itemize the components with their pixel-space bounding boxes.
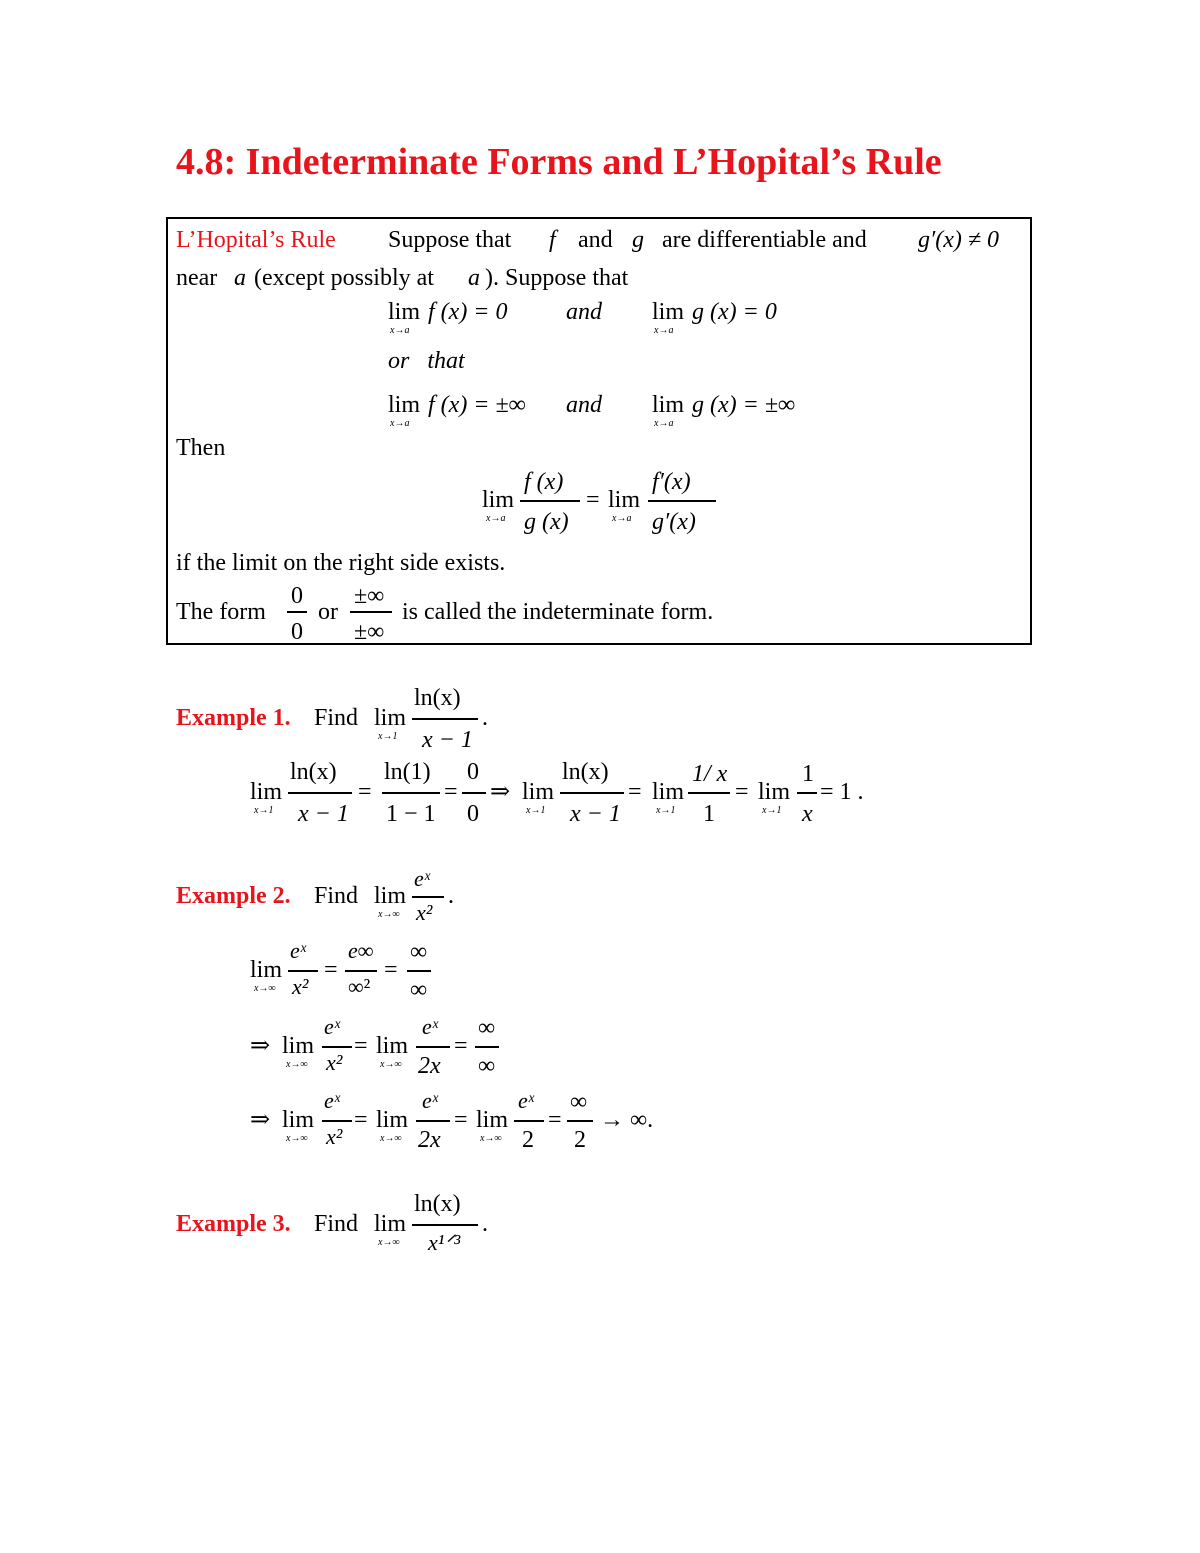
lim-subscript: x→a	[654, 325, 674, 336]
fraction-bar	[560, 792, 624, 794]
denominator: ∞	[478, 1053, 496, 1079]
denominator: x − 1	[570, 801, 621, 827]
equals: =	[628, 779, 642, 805]
lim-subscript: x→1	[254, 805, 274, 816]
fraction-bar	[345, 970, 377, 972]
fraction-bar	[412, 1224, 478, 1226]
numerator: ∞	[478, 1015, 496, 1041]
denominator: x²	[326, 1050, 343, 1075]
numerator: ln(1)	[384, 759, 431, 785]
fraction-bar	[382, 792, 440, 794]
lim: lim	[608, 487, 641, 513]
denominator: g′(x)	[652, 509, 696, 535]
lim: lim	[388, 299, 421, 325]
fraction-bar	[288, 970, 318, 972]
lim-subscript: x→∞	[286, 1133, 308, 1144]
denominator: 2x	[418, 1053, 441, 1079]
lim: lim	[250, 957, 283, 983]
math-expr: f (x) = 0	[428, 299, 508, 325]
theorem-text: Then	[176, 435, 226, 461]
equals: =	[358, 779, 372, 805]
lim: lim	[652, 299, 685, 325]
denominator: 2	[522, 1127, 534, 1153]
equals: =	[548, 1107, 562, 1133]
numerator: eˣ	[324, 1014, 340, 1039]
theorem-text: and	[578, 227, 613, 253]
numerator: 0	[467, 759, 479, 785]
denominator: ∞²	[348, 974, 371, 999]
example-text: Find	[314, 883, 359, 909]
denominator: x²	[292, 974, 309, 999]
numerator: ∞	[570, 1089, 588, 1115]
lim-subscript: x→∞	[380, 1059, 402, 1070]
math-text: and	[566, 299, 602, 325]
equals: =	[586, 487, 600, 513]
period: .	[482, 705, 488, 731]
numerator: eˣ	[414, 866, 430, 891]
var-f: f	[549, 227, 556, 253]
theorem-text: if the limit on the right side exists.	[176, 550, 506, 576]
denominator: ±∞	[354, 619, 385, 645]
numerator: f (x)	[524, 469, 564, 495]
page-title: 4.8: Indeterminate Forms and L’Hopital’s Rule	[176, 141, 942, 183]
theorem-name: L’Hopital’s Rule	[176, 227, 336, 253]
denominator: 0	[467, 801, 479, 827]
example-label: Example 2.	[176, 883, 291, 909]
math-expr: g (x) = 0	[692, 299, 777, 325]
fraction-bar	[416, 1120, 450, 1122]
lim: lim	[376, 1107, 409, 1133]
equals: =	[444, 779, 458, 805]
numerator: 1	[802, 761, 814, 787]
lim: lim	[652, 392, 685, 418]
lim-subscript: x→∞	[378, 1237, 400, 1248]
lim-subscript: x→∞	[286, 1059, 308, 1070]
numerator: 1/ x	[692, 761, 728, 787]
equals: =	[354, 1107, 368, 1133]
fraction-bar	[416, 1046, 450, 1048]
equals: =	[454, 1107, 468, 1133]
lim: lim	[388, 392, 421, 418]
numerator: ln(x)	[414, 685, 461, 711]
lim: lim	[376, 1033, 409, 1059]
lim-subscript: x→1	[762, 805, 782, 816]
fraction-bar	[412, 718, 478, 720]
lim: lim	[482, 487, 515, 513]
implies-symbol: ⇒	[250, 1107, 271, 1133]
numerator: f′(x)	[652, 469, 691, 495]
denominator: 0	[291, 619, 303, 645]
fraction-bar	[287, 611, 307, 613]
fraction-bar	[648, 500, 716, 502]
fraction-bar	[322, 1046, 352, 1048]
fraction-bar	[350, 611, 392, 613]
equals: =	[735, 779, 749, 805]
fraction-bar	[520, 500, 580, 502]
lim-subscript: x→a	[390, 418, 410, 429]
fraction-bar	[567, 1120, 593, 1122]
implies-symbol: ⇒	[490, 779, 511, 805]
numerator: eˣ	[422, 1014, 438, 1039]
numerator: eˣ	[290, 938, 306, 963]
lim-subscript: x→1	[656, 805, 676, 816]
numerator: eˣ	[518, 1088, 534, 1113]
numerator: ±∞	[354, 583, 385, 609]
math-text: and	[566, 392, 602, 418]
lim: lim	[758, 779, 791, 805]
theorem-text: or	[318, 599, 338, 625]
denominator: 1	[703, 801, 715, 827]
period: .	[448, 883, 454, 909]
theorem-text: near	[176, 265, 218, 291]
equals: =	[454, 1033, 468, 1059]
denominator: x	[802, 801, 813, 827]
lim-subscript: x→a	[486, 513, 506, 524]
theorem-text: (except possibly at	[254, 265, 434, 291]
equals: =	[354, 1033, 368, 1059]
var-a: a	[234, 265, 246, 291]
denominator: 2x	[418, 1127, 441, 1153]
theorem-text: Suppose that	[388, 227, 512, 253]
fraction-bar	[514, 1120, 544, 1122]
lim-subscript: x→∞	[380, 1133, 402, 1144]
lim-subscript: x→a	[612, 513, 632, 524]
numerator: ln(x)	[290, 759, 337, 785]
fraction-bar	[322, 1120, 352, 1122]
period: .	[482, 1211, 488, 1237]
theorem-text: are differentiable and	[662, 227, 867, 253]
theorem-text: The form	[176, 599, 266, 625]
denominator: x − 1	[298, 801, 349, 827]
example-text: Find	[314, 1211, 359, 1237]
numerator: e∞	[348, 938, 374, 963]
result: → ∞.	[600, 1107, 654, 1133]
denominator: x²	[326, 1124, 343, 1149]
numerator: ln(x)	[562, 759, 609, 785]
denominator: 1 − 1	[386, 801, 436, 827]
lim-subscript: x→a	[390, 325, 410, 336]
lim-subscript: x→∞	[378, 909, 400, 920]
fraction-bar	[288, 792, 352, 794]
lim: lim	[282, 1033, 315, 1059]
lim-subscript: x→∞	[480, 1133, 502, 1144]
math-expr: f (x) = ±∞	[428, 392, 526, 418]
lim: lim	[374, 1211, 407, 1237]
theorem-text: is called the indeterminate form.	[402, 599, 714, 625]
lim: lim	[652, 779, 685, 805]
denominator: g (x)	[524, 509, 569, 535]
lim: lim	[282, 1107, 315, 1133]
fraction-bar	[475, 1046, 499, 1048]
lim: lim	[374, 883, 407, 909]
fraction-bar	[688, 792, 730, 794]
implies-symbol: ⇒	[250, 1033, 271, 1059]
lim: lim	[250, 779, 283, 805]
denominator: x¹ᐟ³	[428, 1230, 461, 1255]
var-a: a	[468, 265, 480, 291]
numerator: ln(x)	[414, 1191, 461, 1217]
lim: lim	[374, 705, 407, 731]
var-g: g	[632, 227, 644, 253]
numerator: eˣ	[324, 1088, 340, 1113]
math-expr: g (x) = ±∞	[692, 392, 796, 418]
numerator: ∞	[410, 939, 428, 965]
lim-subscript: x→∞	[254, 983, 276, 994]
lim-subscript: x→1	[378, 731, 398, 742]
denominator: 2	[574, 1127, 586, 1153]
example-label: Example 1.	[176, 705, 291, 731]
lim-subscript: x→1	[526, 805, 546, 816]
denominator: ∞	[410, 977, 428, 1003]
example-label: Example 3.	[176, 1211, 291, 1237]
fraction-bar	[412, 896, 444, 898]
fraction-bar	[462, 792, 486, 794]
fraction-bar	[407, 970, 431, 972]
lim: lim	[522, 779, 555, 805]
result: = 1 .	[820, 779, 864, 805]
lim: lim	[476, 1107, 509, 1133]
lim-subscript: x→a	[654, 418, 674, 429]
example-text: Find	[314, 705, 359, 731]
equals: =	[324, 957, 338, 983]
equals: =	[384, 957, 398, 983]
numerator: eˣ	[422, 1088, 438, 1113]
denominator: x²	[416, 900, 433, 925]
denominator: x − 1	[422, 727, 473, 753]
theorem-text: ). Suppose that	[485, 265, 629, 291]
numerator: 0	[291, 583, 303, 609]
math-text: or that	[388, 348, 465, 374]
fraction-bar	[797, 792, 817, 794]
gprime-condition: g′(x) ≠ 0	[918, 227, 1000, 253]
